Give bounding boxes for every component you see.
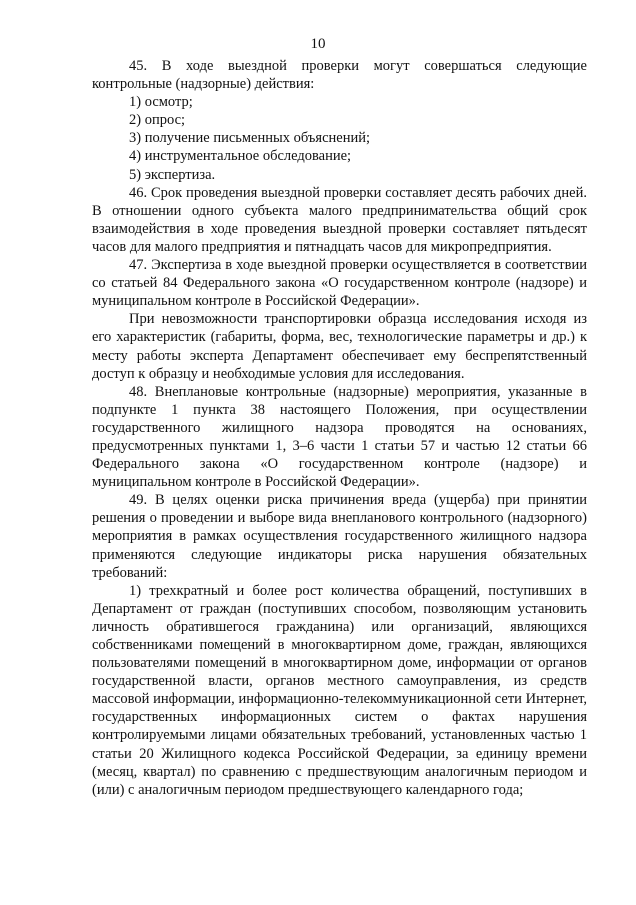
list-item-survey: 2) опрос; — [129, 112, 186, 129]
paragraph-49-item-1: 1) трехкратный и более рост количества обращений, поступивших в Департамент от граждан (поступивших способом, позволяющим установить личность обратившегося гражданина) или организаций, являющихся собственниками помещений в многоквартирном доме, граждан, являющихся пользователями помещений в многоквартирном доме, информации от органов государственной власти, органов местного самоуправления, из средств массовой информации, информационно-телекоммуникационной сети Интернет, государственных информационных систем о фактах нарушения контролируемыми лицами обязательных требований, установленных частью 1 статьи 20 Жилищного кодекса Российской Федерации, за единицу времени (месяц, квартал) по сравнению с предшествующим аналогичным периодом и (или) с аналогичным периодом предшествующего календарного года; — [92, 582, 587, 798]
list-item-explanations: 3) получение письменных объяснений; — [129, 130, 371, 147]
page-number: 10 — [310, 36, 326, 52]
document-body — [92, 57, 587, 799]
paragraph-48: 48. Внеплановые контрольные (надзорные) мероприятия, указанные в подпункте 1 пункта 38 настоящего Положения, при осуществлении государственного жилищного надзора проводятся на основаниях, предусмотренных пунктами 1, 3–6 части 1 статьи 57 и частью 12 статьи 66 Федерального закона «О государственном контроле (надзоре) и муниципальном контроле в Российской Федерации». — [92, 383, 587, 491]
paragraph-47-continued: При невозможности транспортировки образца исследования исходя из его характеристик (габариты, форма, вес, технологические параметры и др.) к месту работы эксперта Департамент обеспечивает ему беспрепятственный доступ к образцу и необходимые условия для исследования. — [92, 311, 587, 382]
list-item-instrumental-examination: 4) инструментальное обследование; — [129, 148, 352, 165]
paragraph-47: 47. Экспертиза в ходе выездной проверки осуществляется в соответствии со статьей 84 Федерального закона «О государственном контроле (надзоре) и муниципальном контроле в Российской Федерации». — [92, 257, 587, 310]
paragraph-46: 46. Срок проведения выездной проверки составляет десять рабочих дней. В отношении одного субъекта малого предпринимательства общий срок взаимодействия в ходе проведения выездной проверки составляет пятьдесят часов для малого предприятия и пятнадцать часов для микропредприятия. — [92, 184, 587, 255]
paragraph-49: 49. В целях оценки риска причинения вреда (ущерба) при принятии решения о проведении и выборе вида внепланового контрольного (надзорного) мероприятия в рамках осуществления государственного жилищного надзора применяются следующие индикаторы риска нарушения обязательных требований: — [92, 492, 587, 581]
list-item-expertise: 5) экспертиза. — [129, 166, 216, 183]
list-item-inspection: 1) осмотр; — [129, 94, 193, 111]
paragraph-45: 45. В ходе выездной проверки могут совершаться следующие контрольные (надзорные) действия: — [92, 58, 587, 93]
